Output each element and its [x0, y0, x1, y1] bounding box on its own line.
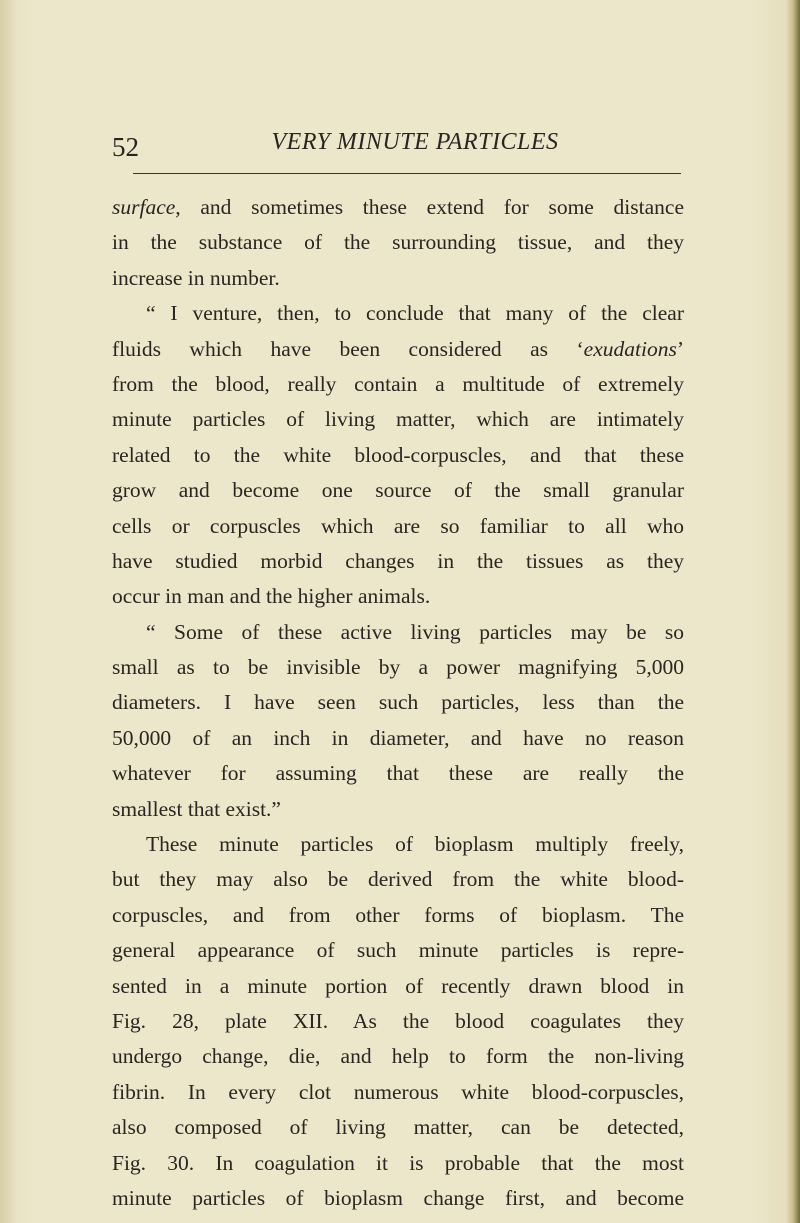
- text-line: Fig. 30. In coagulation it is probable that the most: [112, 1150, 684, 1175]
- text-line: in the substance of the surrounding tissue, and they: [112, 230, 684, 255]
- header-rule: [133, 173, 681, 174]
- text-line: small as to be invisible by a power magnifying 5,000: [112, 655, 684, 680]
- text-line: grow and become one source of the small granular: [112, 478, 684, 503]
- text-line: increase in number.: [112, 265, 280, 290]
- text-line: “ Some of these active living particles may be so: [146, 619, 684, 644]
- text-line: fibrin. In every clot numerous white blood-corpuscles,: [112, 1079, 684, 1104]
- text-line: surface, and sometimes these extend for some distance: [112, 195, 684, 219]
- text-line: diameters. I have seen such particles, less than the: [112, 690, 684, 715]
- text-line: Fig. 28, plate XII. As the blood coagulates they: [112, 1008, 684, 1033]
- text-line: general appearance of such minute particles is repre-: [112, 938, 684, 963]
- text-line: minute particles of bioplasm change first, and become: [112, 1185, 684, 1210]
- text-line: occur in man and the higher animals.: [112, 584, 431, 609]
- text-line: corpuscles, and from other forms of bioplasm. The: [112, 902, 684, 927]
- text-line: fluids which have been considered as ‘exudations’: [112, 336, 684, 361]
- text-line: cells or corpuscles which are so familiar to all who: [112, 513, 684, 538]
- body-text: [112, 190, 684, 1216]
- text-line: sented in a minute portion of recently drawn blood in: [112, 973, 684, 998]
- binding-shadow: [0, 0, 16, 1223]
- text-line: related to the white blood-corpuscles, and that these: [112, 442, 684, 467]
- running-title: VERY MINUTE PARTICLES: [271, 129, 559, 155]
- text-line: undergo change, die, and help to form the non-living: [112, 1044, 684, 1069]
- text-line: from the blood, really contain a multitude of extremely: [112, 371, 684, 396]
- text-line: 50,000 of an inch in diameter, and have no reason: [112, 725, 684, 750]
- text-line: but they may also be derived from the white blood-: [112, 867, 684, 892]
- text-line: also composed of living matter, can be detected,: [112, 1115, 684, 1140]
- text-line: minute particles of living matter, which are intimately: [112, 407, 684, 432]
- page-header: [0, 118, 800, 162]
- text-line: “ I venture, then, to conclude that many of the clear: [146, 301, 684, 326]
- text-line: have studied morbid changes in the tissues as they: [112, 548, 684, 573]
- page-number: 52: [112, 132, 139, 162]
- page-edge: [786, 0, 800, 1223]
- text-line: whatever for assuming that these are really the: [112, 761, 684, 786]
- text-line: These minute particles of bioplasm multiply freely,: [146, 832, 684, 857]
- text-line: smallest that exist.”: [112, 796, 281, 821]
